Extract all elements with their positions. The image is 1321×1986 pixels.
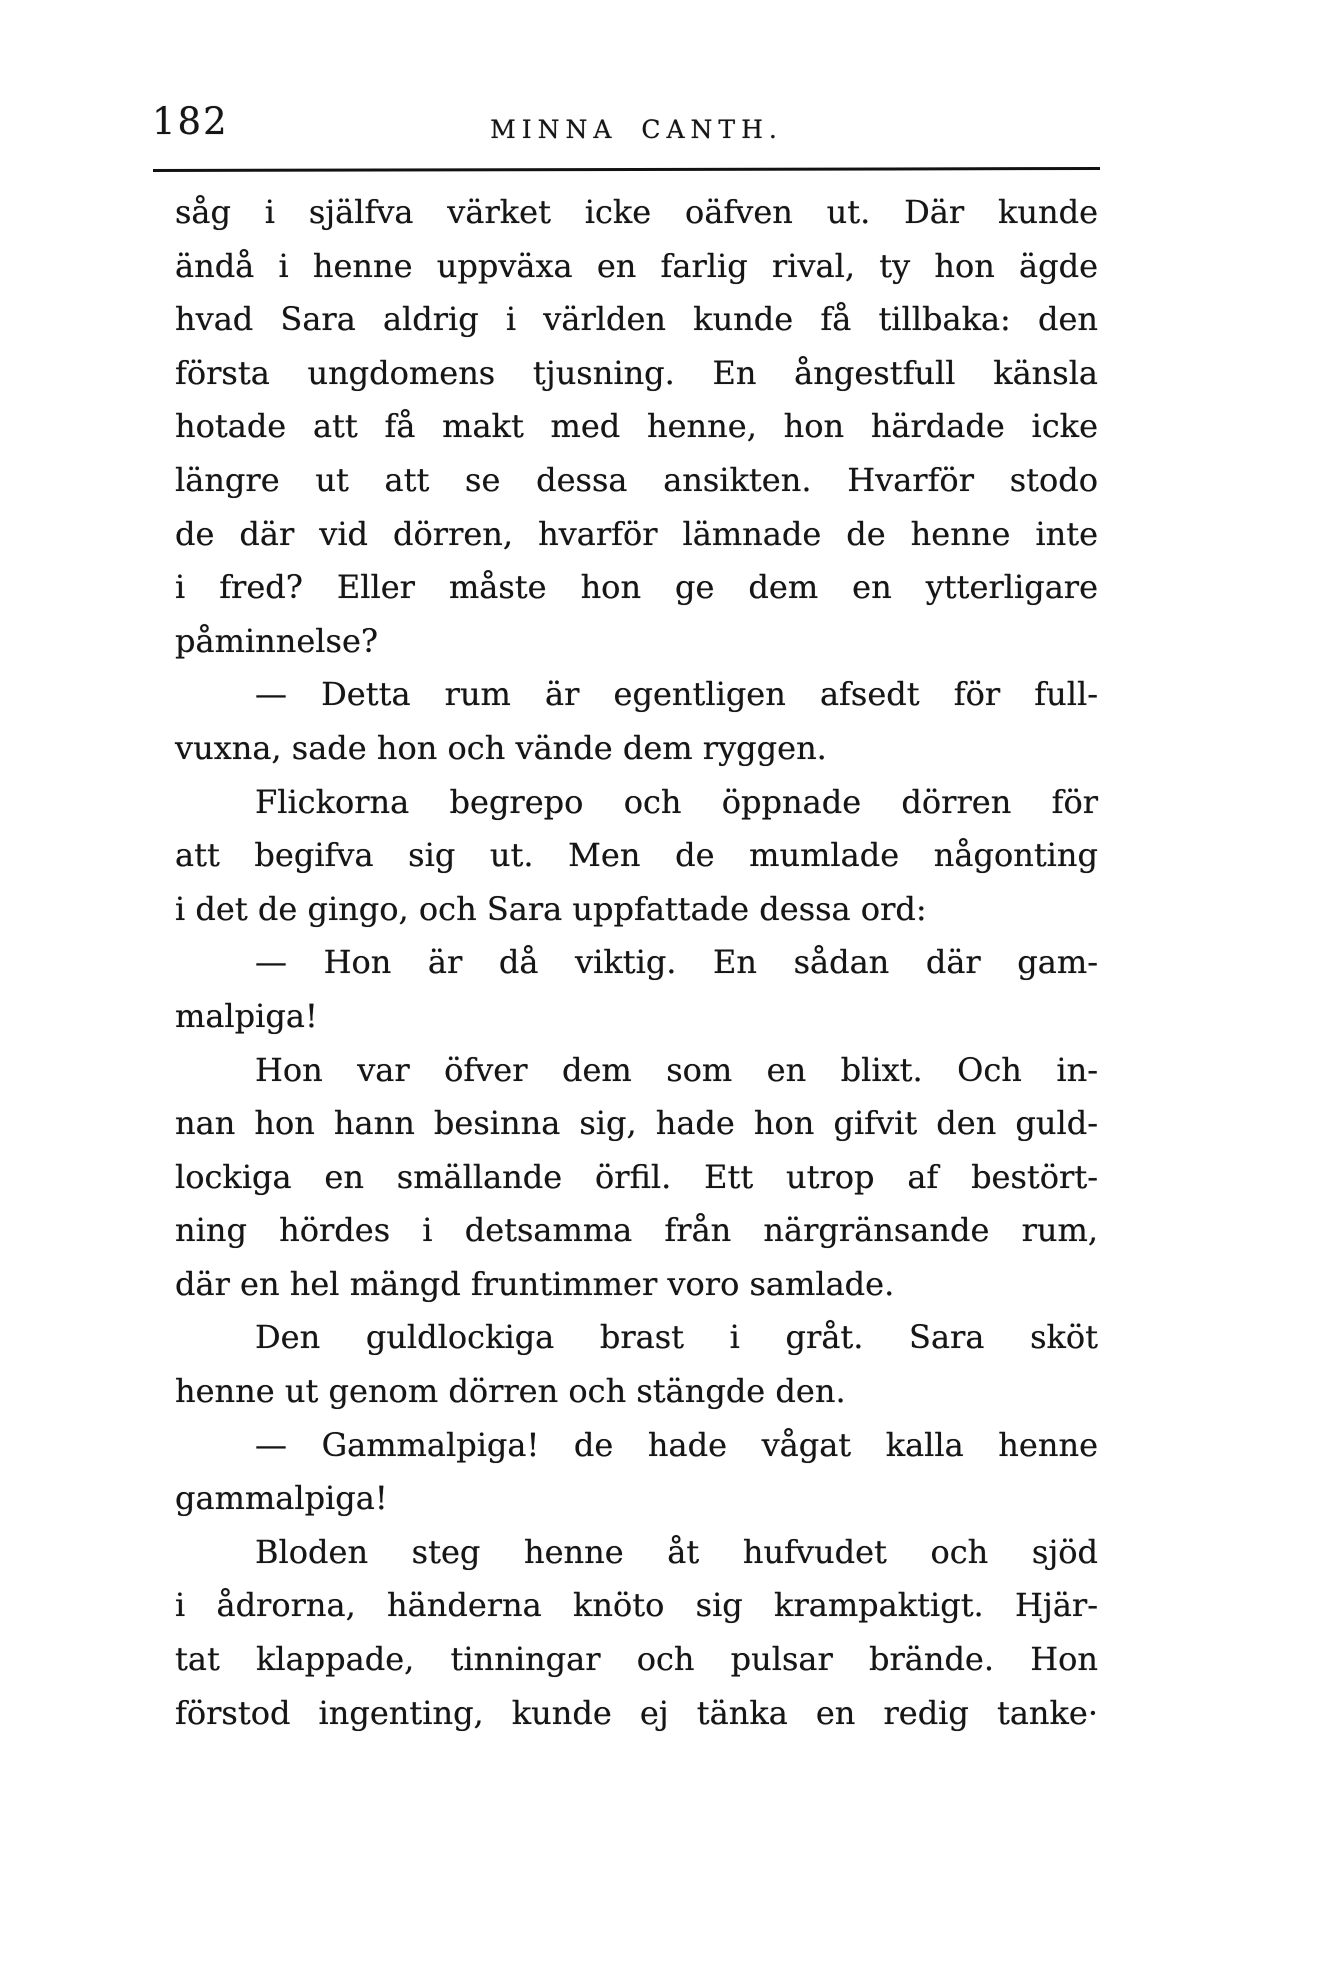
running-title: MINNA CANTH. bbox=[490, 115, 783, 144]
text-line: ning hördes i detsamma från närgränsande rum, bbox=[175, 1211, 1098, 1250]
text-line: såg i själfva värket icke oäfven ut. Där kunde bbox=[175, 193, 1098, 231]
text-line: — Hon är då viktig. En sådan där gam- bbox=[255, 943, 1098, 982]
text-line: i ådrorna, händerna knöto sig krampaktigt. Hjär- bbox=[175, 1586, 1098, 1625]
text-line: i det de gingo, och Sara uppfattade dessa ord: bbox=[175, 889, 927, 928]
text-line: att begifva sig ut. Men de mumlade någonting bbox=[175, 836, 1098, 875]
text-line: Hon var öfver dem som en blixt. Och in- bbox=[255, 1050, 1098, 1089]
text-line: gammalpiga! bbox=[175, 1479, 388, 1518]
text-line: — Detta rum är egentligen afsedt för full- bbox=[255, 675, 1098, 714]
text-line: förstod ingenting, kunde ej tänka en redig tanke· bbox=[175, 1693, 1098, 1732]
text-line: Bloden steg henne åt hufvudet och sjöd bbox=[255, 1532, 1098, 1571]
text-line: vuxna, sade hon och vände dem ryggen. bbox=[175, 728, 827, 767]
text-line: hotade att få makt med henne, hon härdade icke bbox=[175, 407, 1098, 446]
text-line: de där vid dörren, hvarför lämnade de henne inte bbox=[175, 514, 1098, 553]
text-line: påminnelse? bbox=[175, 621, 379, 660]
text-line: i fred? Eller måste hon ge dem en ytterligare bbox=[175, 568, 1098, 607]
text-line: ändå i henne uppväxa en farlig rival, ty hon ägde bbox=[175, 246, 1098, 285]
text-line: lockiga en smällande örfil. Ett utrop af bestört- bbox=[175, 1157, 1098, 1196]
text-line: Den guldlockiga brast i gråt. Sara sköt bbox=[255, 1318, 1098, 1357]
text-line: tat klappade, tinningar och pulsar brände. Hon bbox=[175, 1640, 1098, 1679]
text-line: första ungdomens tjusning. En ångestfull känsla bbox=[175, 353, 1098, 392]
text-line: hvad Sara aldrig i världen kunde få tillbaka: den bbox=[175, 300, 1098, 339]
page-number: 182 bbox=[152, 100, 229, 143]
header-rule bbox=[153, 167, 1100, 172]
text-line: henne ut genom dörren och stängde den. bbox=[175, 1372, 846, 1411]
text-line: nan hon hann besinna sig, hade hon gifvit den guld- bbox=[175, 1104, 1098, 1143]
text-line: Flickorna begrepo och öppnade dörren för bbox=[255, 782, 1098, 821]
text-line: längre ut att se dessa ansikten. Hvarför stodo bbox=[175, 460, 1098, 499]
text-line: — Gammalpiga! de hade vågat kalla henne bbox=[255, 1425, 1098, 1464]
text-block bbox=[175, 186, 1098, 1740]
text-line: där en hel mängd fruntimmer voro samlade. bbox=[175, 1264, 895, 1303]
text-line: malpiga! bbox=[175, 996, 318, 1035]
